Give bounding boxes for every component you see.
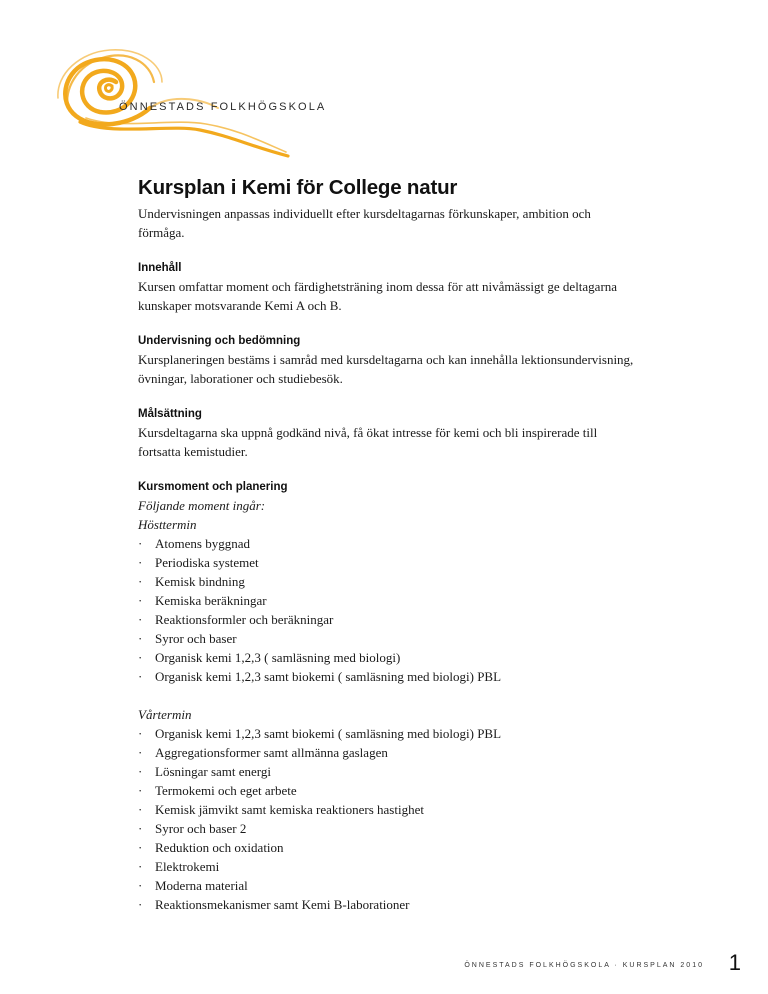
school-name: ÖNNESTADS FOLKHÖGSKOLA bbox=[119, 101, 327, 113]
footer-text: ÖNNESTADS FOLKHÖGSKOLA · KURSPLAN 2010 bbox=[464, 962, 704, 969]
list-item: · Periodiska systemet bbox=[138, 553, 638, 572]
section-heading: Innehåll bbox=[138, 262, 182, 274]
section-heading: Målsättning bbox=[138, 408, 202, 420]
spring-term-list bbox=[138, 724, 638, 914]
section-goals bbox=[138, 405, 638, 461]
section-body: Kursen omfattar moment och färdighetsträning inom dessa för att nivåmässigt ge deltagarna kunskaper motsvarande Kemi A och B. bbox=[138, 279, 618, 313]
section-planning bbox=[138, 478, 638, 914]
list-item: · Kemiska beräkningar bbox=[138, 591, 638, 610]
list-item: · Syror och baser 2 bbox=[138, 819, 638, 838]
list-item: · Reaktionsmekanismer samt Kemi B-laborationer bbox=[138, 895, 638, 914]
list-item: · Aggregationsformer samt allmänna gaslagen bbox=[138, 743, 638, 762]
list-item: · Elektrokemi bbox=[138, 857, 638, 876]
list-item: · Organisk kemi 1,2,3 samt biokemi ( samläsning med biologi) PBL bbox=[138, 724, 638, 743]
list-item: · Atomens byggnad bbox=[138, 534, 638, 553]
list-item: · Lösningar samt energi bbox=[138, 762, 638, 781]
list-item: · Organisk kemi 1,2,3 samt biokemi ( samläsning med biologi) PBL bbox=[138, 667, 638, 686]
section-body: Kursdeltagarna ska uppnå godkänd nivå, få ökat intresse för kemi och bli inspirerade till fortsatta kemistudier. bbox=[138, 425, 598, 459]
section-heading: Kursmoment och planering bbox=[138, 481, 288, 493]
planning-subheading: Följande moment ingår: bbox=[138, 498, 266, 513]
autumn-term-list bbox=[138, 534, 638, 686]
list-item: · Reaktionsformler och beräkningar bbox=[138, 610, 638, 629]
list-item: · Reduktion och oxidation bbox=[138, 838, 638, 857]
list-item: · Syror och baser bbox=[138, 629, 638, 648]
section-teaching bbox=[138, 332, 638, 388]
section-heading: Undervisning och bedömning bbox=[138, 335, 301, 347]
intro-paragraph: Undervisningen anpassas individuellt efter kursdeltagarnas förkunskaper, ambition och förmåga. bbox=[138, 206, 591, 240]
section-content bbox=[138, 259, 638, 315]
section-body: Kursplaneringen bestäms i samråd med kursdeltagarna och kan innehålla lektionsundervisning, övningar, laborationer och studiebesök. bbox=[138, 352, 634, 386]
list-item: · Termokemi och eget arbete bbox=[138, 781, 638, 800]
page-title: Kursplan i Kemi för College natur bbox=[138, 176, 458, 199]
document-body bbox=[138, 176, 638, 914]
list-item: · Kemisk bindning bbox=[138, 572, 638, 591]
list-item: · Moderna material bbox=[138, 876, 638, 895]
spring-term-label: Vårtermin bbox=[138, 707, 192, 722]
list-item: · Kemisk jämvikt samt kemiska reaktioners hastighet bbox=[138, 800, 638, 819]
autumn-term-label: Hösttermin bbox=[138, 517, 197, 532]
list-item: · Organisk kemi 1,2,3 ( samläsning med biologi) bbox=[138, 648, 638, 667]
page-number: 1 bbox=[728, 950, 741, 975]
